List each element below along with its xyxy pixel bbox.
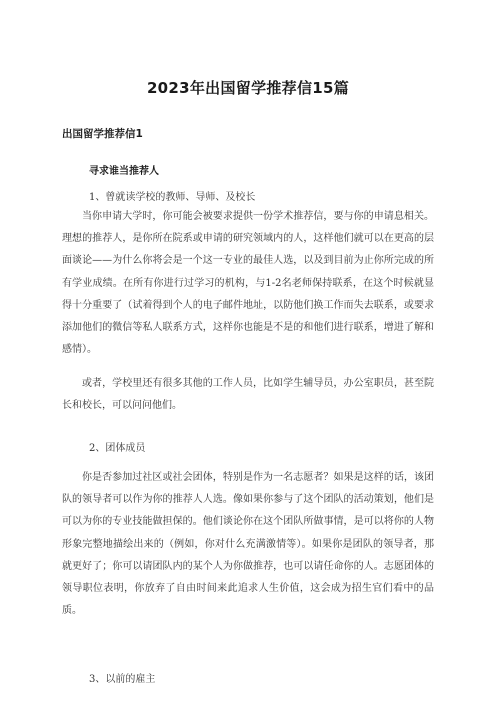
list-item-group-members: 2、团体成员 [89,443,146,454]
paragraph-other-staff: 或者，学校里还有很多其他的工作人员，比如学生辅导员，办公室职员，甚至院长和校长，可以问问他们。 [62,378,434,412]
paragraph-academic-referee: 当你申请大学时，你可能会被要求提供一份学术推荐信，要与你的申请息相关。理想的推荐人，是你所在院系或申请的研究领域内的人，这样他们就可以在更高的层面谈论——为什么你将会是一个这一专业的最佳人选，以及到目前为止你所完成的所有学业成绩。在所有你进行过学习的机构，与1-2名老师保持联系，在这个时候就显得十分重要了（试着得到个人的电子邮件地址，以防他们换工作而失去联系，或要求添加他们的微信等私人联系方式，这样你也能是不是的和他们进行联系，增进了解和感情）。 [62,211,434,356]
document-title: 2023年出国留学推荐信15篇 [146,79,350,97]
section-heading: 出国留学推荐信1 [62,128,143,140]
paragraph-group-leader: 你是否参加过社区或社会团体，特别是作为一名志愿者？如果是这样的话，该团队的领导者可以作为你的推荐人人选。像如果你参与了这个团队的活动策划，他们是可以为你的专业技能做担保的。他们谈论你在这个团队所做事情，是可以将你的人物形象完整地描绘出来的（例如，你对什么充满激情等）。如果你是团队的领导者，那就更好了；你可以请团队内的某个人为你做推荐，也可以请任命你的人。志愿团体的领导职位表明，你放弃了自由时间来此追求人生价值，这会成为招生官们看中的品质。 [62,472,434,617]
sub-heading: 寻求谁当推荐人 [89,166,159,177]
list-item-teachers: 1、曾就读学校的教师、导师、及校长 [89,192,256,203]
list-item-previous-employer: 3、以前的雇主 [89,674,156,685]
